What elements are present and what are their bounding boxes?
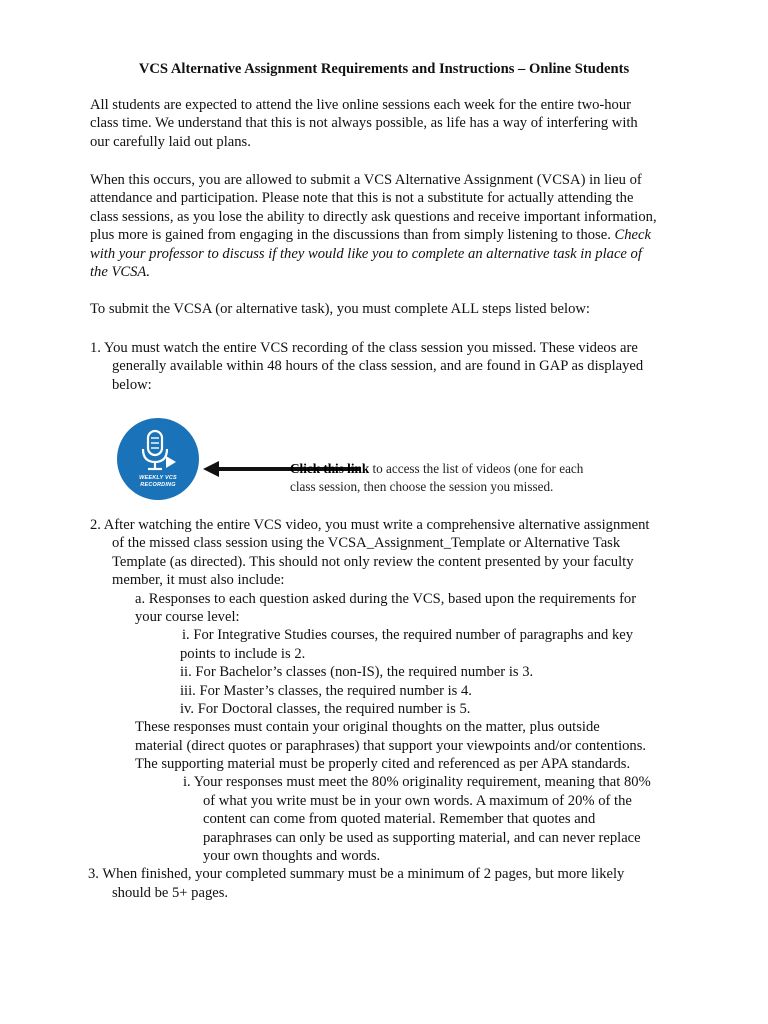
step-1 — [90, 339, 690, 394]
page-title: VCS Alternative Assignment Requirements and Instructions – Online Students — [138, 61, 630, 77]
video-list-link[interactable]: Click this link — [290, 461, 370, 476]
vcs-recording-figure — [117, 418, 617, 504]
logo-caption: WEEKLY VCS — [139, 475, 177, 481]
text-line: 1. You must watch the entire VCS recording of the class session you missed. These videos are — [90, 340, 638, 356]
text-line: The supporting material must be properly cited and referenced as per APA standards. — [135, 756, 631, 773]
italic-note-line: with your professor to discuss if they would like you to complete an alternative task in place of — [90, 245, 642, 262]
figure-caption — [290, 460, 630, 497]
caption-line: class session, then choose the session you missed. — [290, 479, 554, 495]
course-level-item: points to include is 2. — [180, 645, 306, 662]
text-line: content can come from quoted material. Remember that quotes and — [203, 811, 596, 828]
text-line: paraphrases can only be used as supporting material, and can never replace — [203, 829, 641, 846]
text-line: your own thoughts and words. — [203, 848, 381, 865]
text-line: our carefully laid out plans. — [90, 133, 251, 150]
caption-line — [290, 460, 630, 478]
text-line: i. Your responses must meet the 80% originality requirement, meaning that 80% — [183, 774, 651, 791]
text-line: 2. After watching the entire VCS video, you must write a comprehensive alternative assignment — [90, 517, 650, 533]
text-line: below: — [112, 376, 152, 393]
text-line: of what you write must be in your own words. A maximum of 20% of the — [203, 792, 632, 809]
course-level-item: ii. For Bachelor’s classes (non-IS), the required number is 3. — [180, 664, 534, 681]
text-line: To submit the VCSA (or alternative task), you must complete ALL steps listed below: — [90, 301, 590, 317]
italic-note-line: the VCSA. — [90, 263, 150, 280]
weekly-vcs-recording-logo[interactable] — [117, 418, 199, 500]
course-level-item: i. For Integrative Studies courses, the required number of paragraphs and key — [182, 627, 634, 644]
text-line: your course level: — [135, 608, 240, 625]
text-line: class time. We understand that this is not always possible, as life has a way of interfering with — [90, 115, 638, 132]
text-line: generally available within 48 hours of the class session, and are found in GAP as displayed — [112, 358, 644, 375]
text-line — [90, 226, 690, 244]
text-segment: plus more is gained from engaging in the discussions than from simply listening to those. — [90, 227, 615, 244]
text-line: material (direct quotes or paraphrases) that support your viewpoints and/or contentions. — [135, 737, 647, 754]
step-3-line: 3. When finished, your completed summary must be a minimum of 2 pages, but more likely — [88, 866, 625, 883]
text-line: These responses must contain your original thoughts on the matter, plus outside — [135, 719, 600, 736]
vcsa-paragraph — [90, 171, 690, 281]
course-level-item: iii. For Master’s classes, the required number is 4. — [180, 682, 472, 699]
text-line: a. Responses to each question asked during the VCS, based upon the requirements for — [135, 590, 637, 607]
step-3-line: should be 5+ pages. — [112, 884, 229, 901]
caption-text: to access the list of videos (one for each — [369, 461, 584, 476]
text-line: class sessions, as you lose the ability to directly ask questions and receive important information, — [90, 208, 657, 225]
course-level-item: iv. For Doctoral classes, the required number is 5. — [180, 700, 471, 717]
steps-intro — [90, 300, 690, 318]
text-line: Template (as directed). This should not only review the content presented by your faculty — [112, 553, 634, 570]
step-2 — [90, 516, 690, 902]
italic-note: Check — [614, 227, 651, 244]
logo-caption: RECORDING — [140, 482, 176, 488]
text-line: When this occurs, you are allowed to submit a VCS Alternative Assignment (VCSA) in lieu of — [90, 172, 642, 188]
text-line: of the missed class session using the VCSA_Assignment_Template or Alternative Task — [112, 535, 621, 552]
intro-paragraph — [90, 96, 690, 151]
text-line: All students are expected to attend the live online sessions each week for the entire two-hour — [90, 97, 632, 113]
text-line: attendance and participation. Please note that this is not a substitute for actually attending the — [90, 190, 634, 207]
text-line: member, it must also include: — [112, 572, 285, 589]
